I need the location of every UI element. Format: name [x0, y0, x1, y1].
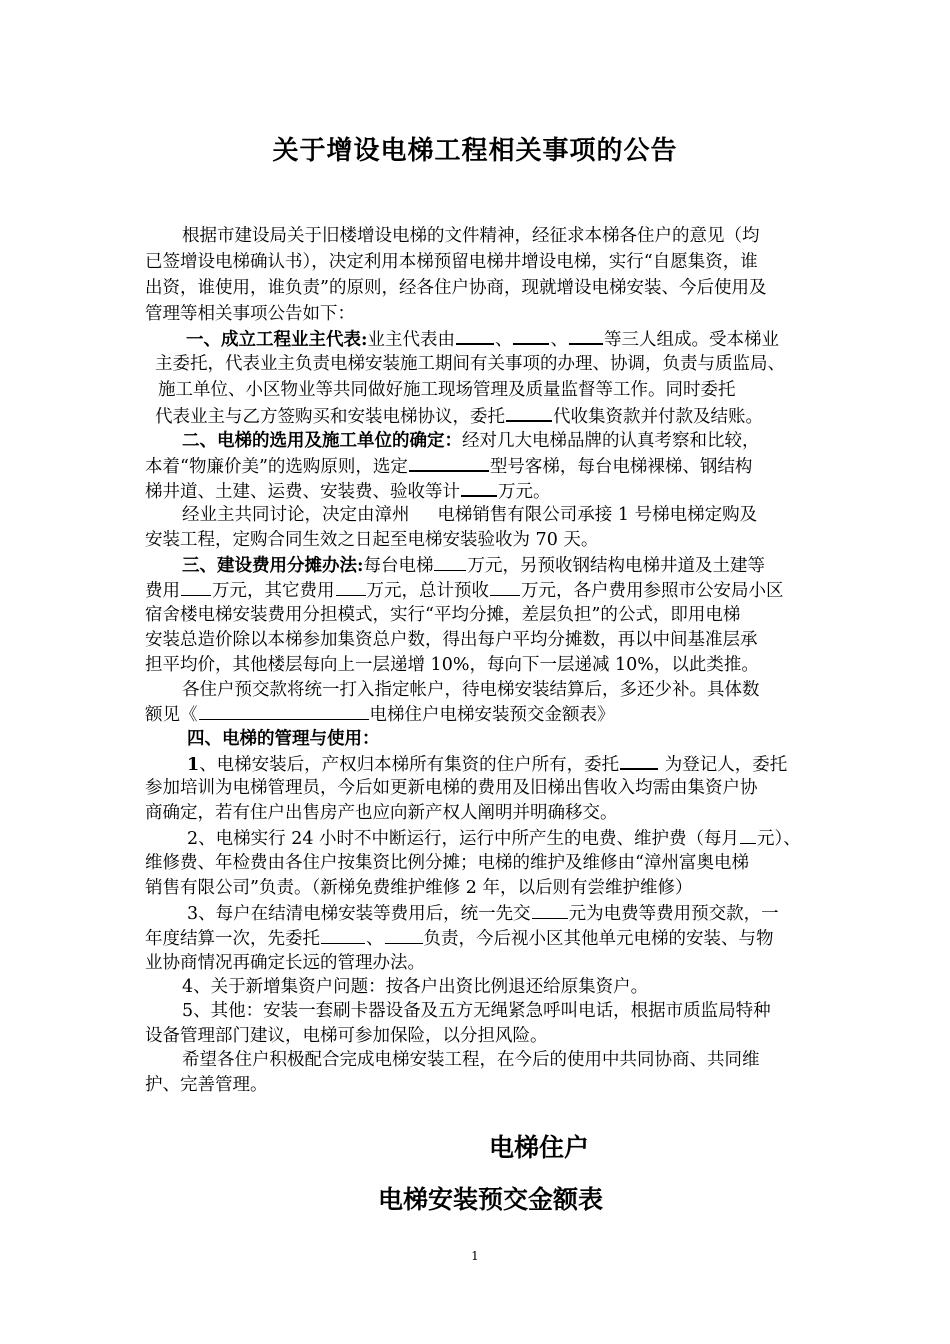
section-4-line: 设备管理部门建议，电梯可参加保险，以分担风险。 [145, 1026, 548, 1046]
blank-field [199, 701, 369, 720]
closing-line: 希望各住户积极配合完成电梯安装工程，在今后的使用中共同协商、共同维 [182, 1050, 760, 1070]
intro-line: 根据市建设局关于旧楼增设电梯的文件精神，经征求本梯各住户的意见（均 [182, 226, 760, 246]
section-4-line: 维修费、年检费由各住户按集资比例分摊；电梯的维护及维修由“漳州富奥电梯 [145, 853, 749, 873]
blank-field [461, 477, 497, 497]
blank-field [385, 925, 423, 944]
section-3-line: 各住户预交款将统一打入指定帐户，待电梯安装结算后，多还少补。具体数 [182, 680, 760, 700]
blank-field [409, 452, 489, 472]
blank-field [620, 750, 658, 770]
blank-field [336, 577, 366, 596]
section-4-line: 3、每户在结清电梯安装等费用后，统一先交 元为电费等费用预交款，一 [187, 900, 817, 927]
section-4-line [187, 726, 817, 752]
section-2-line: 安装工程，定购合同生效之日起至电梯安装验收为 70 天。 [145, 530, 599, 550]
blank-field [569, 325, 603, 345]
blank-field [740, 825, 756, 844]
section-2-heading: 二、电梯的选用及施工单位的确定： [182, 431, 462, 451]
table-caption-line-1: 电梯住户 [489, 1133, 590, 1162]
section-2-line: 二、电梯的选用及施工单位的确定：经对几大电梯品牌的认真考察和比较， [182, 431, 760, 451]
section-4-line: 2、电梯实行 24 小时不中断运行，运行中所产生的电费、维护费（每月 元）、 [187, 825, 817, 852]
section-3-line: 宿舍楼电梯安装费用分担模式，实行“平均分摊，差层负担”的公式，即用电梯 [145, 605, 741, 625]
section-4-line: 4、关于新增集资户问题：按各户出资比例退还给原集资户。 [182, 977, 649, 997]
section-1-line: 主委托，代表业主负责电梯安装施工期间有关事项的办理、协调，负责与质监局、 [155, 354, 785, 374]
section-2-line: 经业主共同讨论，决定由漳州 电梯销售有限公司承接 1 号梯电梯定购及 [182, 505, 758, 525]
section-3-line: 额见《 电梯住户电梯安装预交金额表》 [145, 701, 815, 728]
section-3-heading: 三、建设费用分摊办法: [182, 556, 364, 576]
intro-line: 出资，谁使用，谁负责”的原则，经各住户协商，现就增设电梯安装、今后使用及 [145, 278, 767, 298]
section-1-line: 代表业主与乙方签购买和安装电梯协议，委托 代收集资款并付款及结账。 [155, 402, 825, 430]
blank-field [456, 325, 494, 345]
intro-line: 管理等相关事项公告如下： [145, 304, 355, 324]
section-3-line: 安装总造价除以本梯参加集资总户数，得出每户平均分摊数，再以中间基准层承 [145, 630, 758, 650]
blank-field [506, 402, 552, 422]
document-title: 关于增设电梯工程相关事项的公告 [272, 136, 678, 166]
section-4-line: 销售有限公司”负责。（新梯免费维护维修 2 年，以后则有尝维护维修） [145, 878, 693, 898]
section-3-line: 费用 万元，其它费用 万元，总计预收 万元，各户费用参照市公安局小区 [145, 577, 815, 604]
blank-field [321, 925, 365, 944]
section-1-line: 施工单位、小区物业等共同做好施工现场管理及质量监督等工作。同时委托 [158, 380, 736, 400]
table-caption-line-2: 电梯安装预交金额表 [378, 1185, 604, 1214]
section-1-line: 一、成立工程业主代表:业主代表由 、 、 等三人组成。受本梯业 [186, 325, 816, 353]
section-4-line: 参加培训为电梯管理员，今后如更新电梯的费用及旧梯出售收入均需由集资户协 [145, 778, 758, 798]
section-4-heading: 四、电梯的管理与使用： [187, 729, 380, 749]
section-4-line: 业协商情况再确定长远的管理办法。 [145, 953, 425, 973]
section-2-line: 本着“物廉价美”的选购原则，选定 型号客梯，每台电梯裸梯、钢结构 [145, 452, 815, 480]
blank-field [181, 577, 211, 596]
section-4-line: 5、其他：安装一套刷卡器设备及五方无绳紧急呼叫电话，根据市质监局特种 [182, 1001, 771, 1021]
blank-field [490, 577, 520, 596]
section-2-line: 梯井道、土建、运费、安装费、验收等计 万元。 [145, 477, 815, 505]
closing-line: 护、完善管理。 [145, 1075, 268, 1095]
intro-line: 已签增设电梯确认书），决定利用本梯预留电梯井增设电梯，实行“自愿集资，谁 [145, 252, 758, 272]
section-4-line: 年度结算一次，先委托 、 负责，今后视小区其他单元电梯的安装、与物 [145, 925, 815, 952]
section-3-line: 担平均价，其他楼层每向上一层递增 10%，每向下一层递减 10%，以此类推。 [145, 655, 759, 675]
page-number: 1 [471, 1249, 479, 1263]
blank-field [513, 325, 549, 345]
section-1-heading: 一、成立工程业主代表: [186, 330, 368, 350]
section-4-line: 商确定，若有住户出售房产也应向新产权人阐明并明确移交。 [145, 803, 618, 823]
blank-field [434, 552, 466, 571]
section-4-line: 1、电梯安装后，产权归本梯所有集资的住户所有，委托 为登记人，委托 [187, 750, 817, 778]
section-3-line: 三、建设费用分摊办法:每台电梯 万元，另预收钢结构电梯井道及土建等 [182, 552, 822, 579]
blank-field [532, 900, 568, 919]
